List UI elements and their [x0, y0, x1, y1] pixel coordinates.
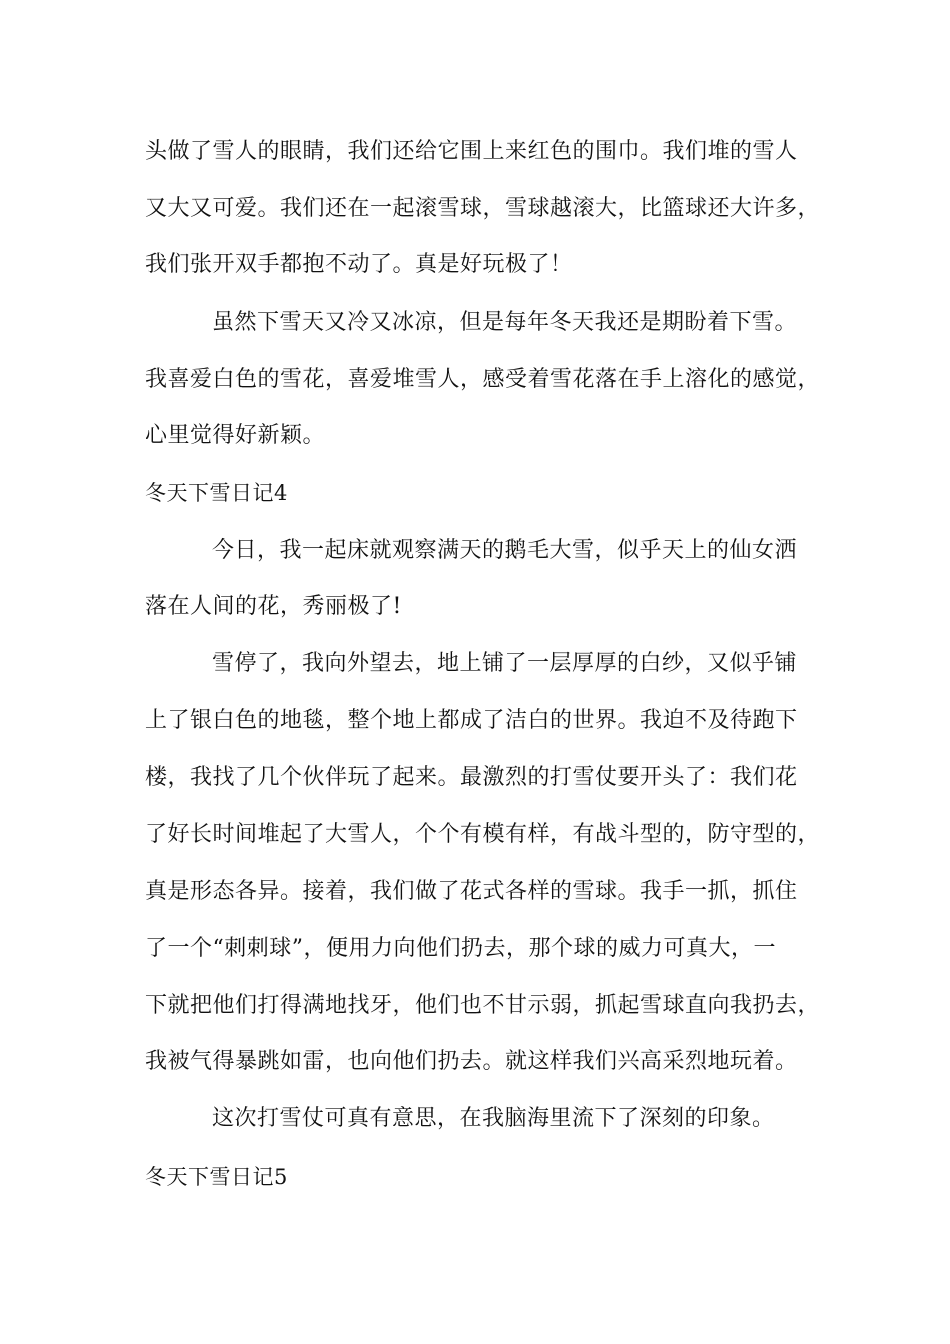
paragraph-line: 今日，我一起床就观察满天的鹅毛大雪，似乎天上的仙女洒	[212, 538, 798, 563]
paragraph-line: 落在人间的花，秀丽极了!	[145, 594, 402, 619]
paragraph-line: 楼，我找了几个伙伴玩了起来。最激烈的打雪仗要开头了：我们花	[145, 765, 798, 790]
paragraph-line: 头做了雪人的眼睛，我们还给它围上来红色的围巾。我们堆的雪人	[145, 139, 798, 164]
paragraph-line: 心里觉得好新颖。	[145, 423, 326, 448]
section-heading: 冬天下雪日记4	[145, 481, 288, 505]
paragraph-line: 虽然下雪天又冷又冰凉，但是每年冬天我还是期盼着下雪。	[212, 310, 798, 335]
paragraph-line: 我喜爱白色的雪花，喜爱堆雪人，感受着雪花落在手上溶化的感觉，	[145, 367, 821, 392]
paragraph-line: 上了银白色的地毯，整个地上都成了洁白的世界。我迫不及待跑下	[145, 708, 798, 733]
paragraph-line: 真是形态各异。接着，我们做了花式各样的雪球。我手一抓，抓住	[145, 879, 798, 904]
paragraph-line: 这次打雪仗可真有意思，在我脑海里流下了深刻的印象。	[212, 1106, 775, 1131]
paragraph-line: 了一个“刺刺球”，便用力向他们扔去，那个球的威力可真大，一	[145, 936, 776, 961]
section-heading: 冬天下雪日记5	[145, 1165, 288, 1189]
paragraph-line: 了好长时间堆起了大雪人，个个有模有样，有战斗型的，防守型的，	[145, 822, 821, 847]
paragraph-line: 我被气得暴跳如雷，也向他们扔去。就这样我们兴高采烈地玩着。	[145, 1049, 798, 1074]
paragraph-line: 又大又可爱。我们还在一起滚雪球，雪球越滚大，比篮球还大许多，	[145, 196, 821, 221]
paragraph-line: 下就把他们打得满地找牙，他们也不甘示弱，抓起雪球直向我扔去，	[145, 993, 821, 1018]
paragraph-line: 我们张开双手都抱不动了。真是好玩极了！	[145, 252, 573, 277]
paragraph-line: 雪停了，我向外望去，地上铺了一层厚厚的白纱，又似乎铺	[212, 651, 798, 676]
